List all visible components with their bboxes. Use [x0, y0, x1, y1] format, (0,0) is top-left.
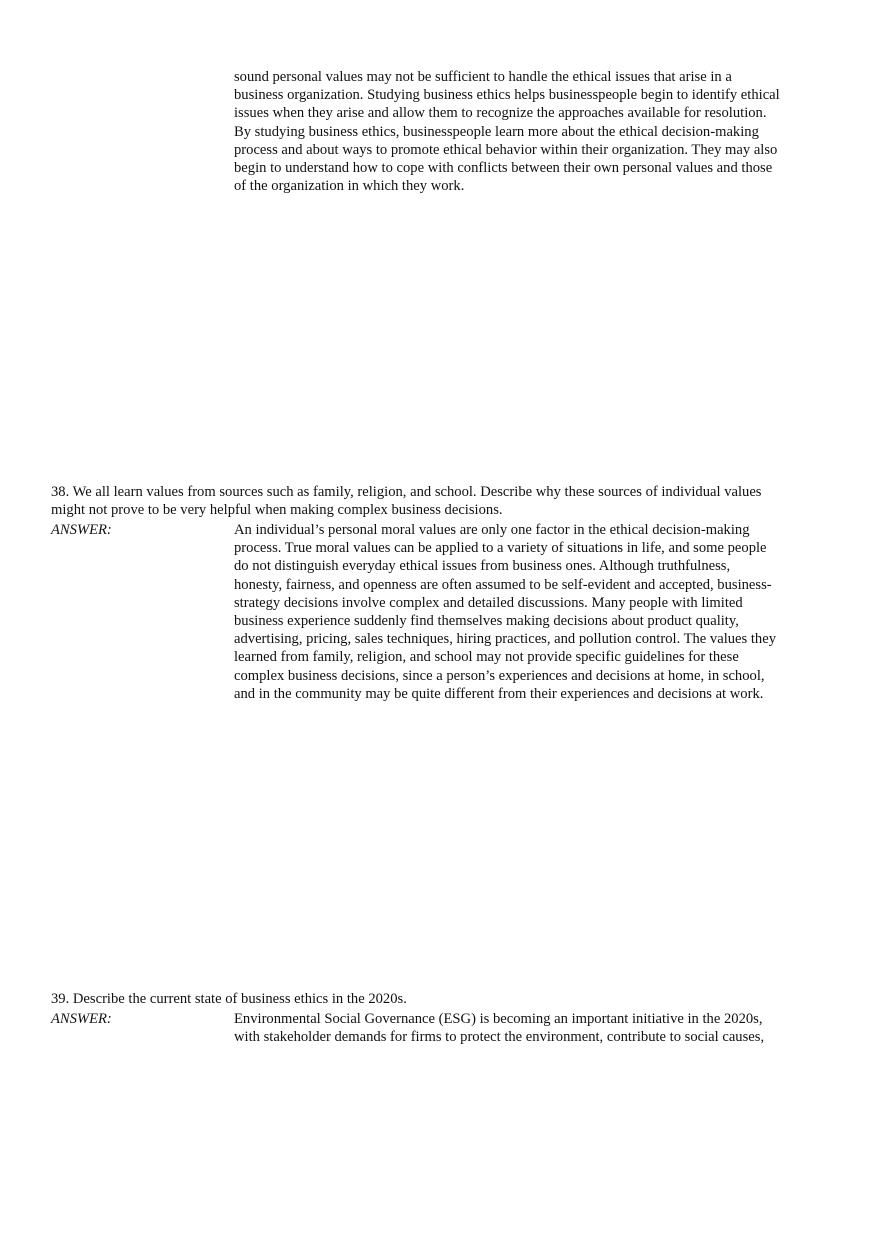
- answer-label-38: ANSWER:: [51, 522, 112, 538]
- question-39-text: 39. Describe the current state of business ethics in the 2020s.: [51, 991, 407, 1007]
- continued-answer-text: sound personal values may not be sufficient to handle the ethical issues that arise in a business organization. Studying business ethics helps businesspeople begin to identify ethical issues when they arise and allow them to recognize the approaches available for resolution. By studying business ethics, businesspeople learn more about the ethical decision-making process and about ways to promote ethical behavior within their organization. They may also begin to understand how to cope with conflicts between their own personal values and those of the organization in which they work.: [234, 69, 780, 195]
- answer-39-text: Environmental Social Governance (ESG) is becoming an important initiative in the 2020s, with stakeholder demands for firms to protect the environment, contribute to social causes,: [234, 1011, 765, 1046]
- answer-38-text: An individual’s personal moral values are only one factor in the ethical decision-making process. True moral values can be applied to a variety of situations in life, and some people do not distinguish everyday ethical issues from business ones. Although truthfulness, honesty, fairness, and openness are often assumed to be self-evident and accepted, business- strategy decisions involve complex and detailed discussions. Many people with limited business experience suddenly find themselves making decisions about product quality, advertising, pricing, sales techniques, hiring practices, and pollution control. The values they learned from family, religion, and school may not provide specific guidelines for these complex business decisions, since a person’s experiences and decisions at home, in school, and in the community may be quite different from their experiences and decisions at work.: [234, 522, 776, 702]
- question-38-text: 38. We all learn values from sources such as family, religion, and school. Describe why these sources of individual values might not prove to be very helpful when making complex business decisions.: [51, 484, 762, 519]
- answer-label-39: ANSWER:: [51, 1011, 112, 1027]
